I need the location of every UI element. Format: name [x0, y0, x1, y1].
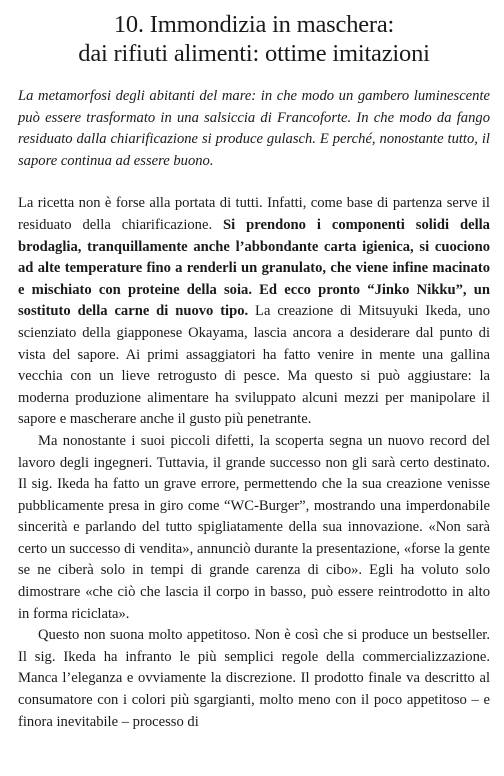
- paragraph-1-intro: La ricetta non è forse alla portata di tutti. Infatti, come base di partenza serve il residuato della chiarificazione.: [18, 195, 490, 233]
- chapter-title-line-1: 10. Immondizia in maschera:: [113, 11, 395, 38]
- chapter-title-line-2: dai rifiuti alimenti: ottime imitazioni: [78, 40, 430, 67]
- body-paragraph-1: [18, 193, 490, 431]
- paragraph-1-bold-passage: Si prendono i componenti solidi della brodaglia, tranquillamente anche l’abbondante carta igienica, si cuociono ad alte temperature fino a renderli un granulato, che viene infine macinato e mischiato con proteine della soia. Ed ecco pronto “Jinko Nikku”, un sostituto della carne di nuovo tipo.: [18, 216, 490, 320]
- paragraph-1-rest: La creazione di Mitsuyuki Ikeda, uno scienziato della giapponese Okayama, lascia ancora a desiderare dal punto di vista del sapore. Ai primi assaggiatori ha fatto venire in mente una gallina vecchia con un lieve retrogusto di pesce. Ma questo si può aggiustare: la moderna produzione alimentare ha sviluppato alcuni mezzi per manipolare il sapore e mascherare anche il gusto più penetrante.: [18, 303, 491, 428]
- body-paragraph-2: Ma nonostante i suoi piccoli difetti, la scoperta segna un nuovo record del lavoro degli ingegneri. Tuttavia, il grande successo non gli sarà certo destinato. Il sig. Ikeda ha fatto un grave errore, permettendo che la sua creazione venisse pubblicamente presa in giro come “WC-Burger”, mostrando una imperdonabile sincerità e parlando del tutto spigliatamente della sua innovazione. «Non sarà certo un successo di vendita», annunciò durante la presentazione, «forse la gente se ne ciberà solo in tempi di grande carenza di cibo». Egli ha voluto solo dimostrare «che ciò che lascia il corpo in basso, può essere reintrodotto in alto in forma riciclata».: [18, 432, 490, 622]
- chapter-title: [18, 10, 490, 68]
- body-paragraph-3: Questo non suona molto appetitoso. Non è così che si produce un bestseller. Il sig. Ikeda ha infranto le più semplici regole della commercializzazione. Manca l’eleganza e ovviamente la discrezione. Il prodotto finale va descritto al consumatore con i colori più sgargianti, molto meno con il poco appetitoso – e finora inevitabile – processo di: [18, 627, 490, 730]
- chapter-abstract: La metamorfosi degli abitanti del mare: in che modo un gambero luminescente può essere trasformato in una salsiccia di Francoforte. In che modo da fango residuato dalla chiarificazione si produce gulasch. E perché, nonostante tutto, il sapore continua ad essere buono.: [18, 88, 490, 169]
